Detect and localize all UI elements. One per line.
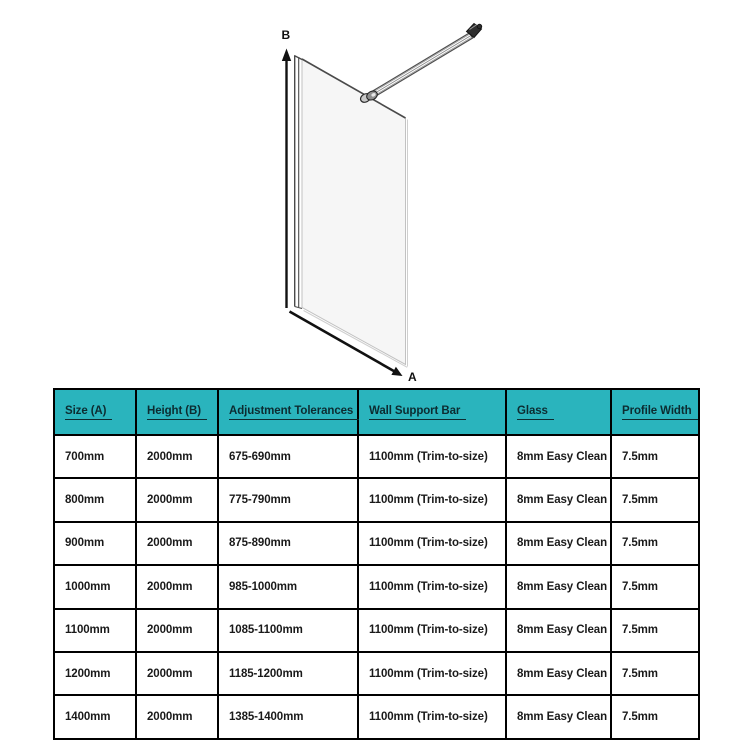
table-cell: 700mm xyxy=(54,435,136,478)
table-cell: 1100mm (Trim-to-size) xyxy=(358,522,506,565)
table-cell: 2000mm xyxy=(136,609,218,652)
table-cell: 900mm xyxy=(54,522,136,565)
table-cell: 1185-1200mm xyxy=(218,652,358,695)
table-row xyxy=(54,609,699,652)
column-header-label: Profile Width xyxy=(622,405,698,420)
column-header xyxy=(611,389,699,435)
column-header xyxy=(506,389,611,435)
table-cell: 1100mm (Trim-to-size) xyxy=(358,652,506,695)
table-cell: 8mm Easy Clean xyxy=(506,652,611,695)
table-cell: 2000mm xyxy=(136,522,218,565)
column-header-label: Size (A) xyxy=(65,405,112,420)
table-cell: 8mm Easy Clean xyxy=(506,435,611,478)
table-row xyxy=(54,652,699,695)
table-cell: 1100mm (Trim-to-size) xyxy=(358,609,506,652)
column-header-label: Height (B) xyxy=(147,405,207,420)
table-cell: 8mm Easy Clean xyxy=(506,522,611,565)
table-cell: 2000mm xyxy=(136,652,218,695)
table-cell: 1100mm (Trim-to-size) xyxy=(358,435,506,478)
dimension-arrow-b xyxy=(282,49,291,309)
table-cell: 1400mm xyxy=(54,695,136,738)
table-cell: 985-1000mm xyxy=(218,565,358,608)
table-cell: 2000mm xyxy=(136,435,218,478)
table-cell: 1100mm (Trim-to-size) xyxy=(358,695,506,738)
table-cell: 8mm Easy Clean xyxy=(506,478,611,521)
table-cell: 1100mm (Trim-to-size) xyxy=(358,478,506,521)
column-header xyxy=(358,389,506,435)
table-cell: 8mm Easy Clean xyxy=(506,565,611,608)
column-header xyxy=(54,389,136,435)
table-cell: 7.5mm xyxy=(611,565,699,608)
table-row xyxy=(54,695,699,738)
spec-table-container xyxy=(53,388,700,740)
column-header-label: Glass xyxy=(517,405,554,420)
table-cell: 800mm xyxy=(54,478,136,521)
table-cell: 675-690mm xyxy=(218,435,358,478)
table-row xyxy=(54,522,699,565)
table-cell: 775-790mm xyxy=(218,478,358,521)
table-cell: 1100mm xyxy=(54,609,136,652)
table-cell: 7.5mm xyxy=(611,435,699,478)
table-row xyxy=(54,435,699,478)
table-cell: 1100mm (Trim-to-size) xyxy=(358,565,506,608)
table-cell: 1200mm xyxy=(54,652,136,695)
header-row xyxy=(54,389,699,435)
table-row xyxy=(54,478,699,521)
dimension-label-b: B xyxy=(281,28,291,42)
table-cell: 7.5mm xyxy=(611,609,699,652)
column-header-label: Adjustment Tolerances xyxy=(229,405,359,420)
table-cell: 2000mm xyxy=(136,695,218,738)
table-cell: 7.5mm xyxy=(611,695,699,738)
table-cell: 2000mm xyxy=(136,565,218,608)
table-cell: 7.5mm xyxy=(611,478,699,521)
dimension-label-a: A xyxy=(408,370,417,384)
spec-table xyxy=(53,388,700,740)
spec-table-body xyxy=(54,435,699,739)
wall-support-bar xyxy=(369,33,472,98)
column-header-label: Wall Support Bar xyxy=(369,405,466,420)
table-cell: 1000mm xyxy=(54,565,136,608)
table-cell: 875-890mm xyxy=(218,522,358,565)
table-cell: 1385-1400mm xyxy=(218,695,358,738)
wall-profile xyxy=(294,56,302,309)
table-cell: 7.5mm xyxy=(611,522,699,565)
table-cell: 2000mm xyxy=(136,478,218,521)
table-cell: 8mm Easy Clean xyxy=(506,695,611,738)
table-cell: 1085-1100mm xyxy=(218,609,358,652)
table-row xyxy=(54,565,699,608)
table-cell: 7.5mm xyxy=(611,652,699,695)
table-cell: 8mm Easy Clean xyxy=(506,609,611,652)
column-header xyxy=(218,389,358,435)
column-header xyxy=(136,389,218,435)
